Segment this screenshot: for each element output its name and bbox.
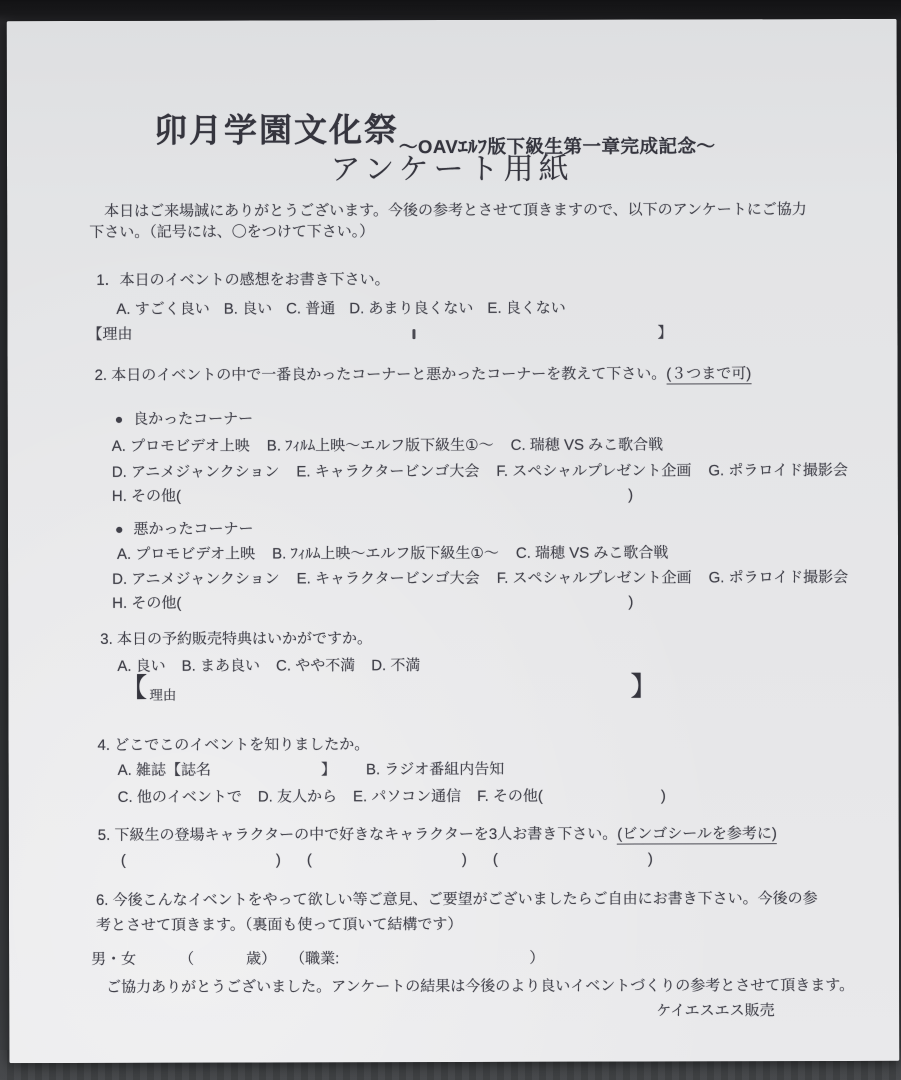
q3-option-a: A. 良い — [117, 657, 166, 675]
q1-options — [116, 299, 565, 319]
q3-reason-label: 理由 — [149, 687, 177, 703]
q2-bad-option-c: C. 瑞穂 VS みこ歌合戦 — [515, 544, 669, 562]
q2-bad-options-row2 — [112, 568, 848, 589]
q3-options — [117, 656, 420, 676]
q4-other-close: ) — [660, 787, 666, 805]
q4-magazine-open: A. 雑誌【誌名 — [117, 761, 211, 779]
q2-good-option-f: F. スペシャルプレゼント企画 — [496, 462, 692, 480]
q5-blank3-close: ) — [647, 850, 653, 868]
job-open: （職業: — [290, 950, 340, 968]
q2-good-other-blank — [181, 500, 628, 501]
q2-bad-option-f: F. スペシャルプレゼント企画 — [496, 569, 692, 587]
q4-radio-option: B. ラジオ番組内告知 — [365, 760, 505, 779]
q4-magazine-close: 】 — [320, 761, 336, 779]
q2-bad-option-e: E. キャラクタービンゴ大会 — [296, 569, 480, 588]
stray-ink-mark-icon — [412, 329, 415, 339]
q2-bad-options-row1 — [117, 543, 668, 563]
q5-blank3-open: ( — [492, 850, 498, 868]
age-open-paren: （ — [179, 950, 195, 968]
q5-answer-blanks — [121, 849, 653, 869]
q2-bad-option-other — [112, 593, 633, 613]
age-close: 歳） — [246, 950, 277, 968]
q2-bad-other-blank — [181, 607, 628, 608]
q3-label: 3. 本日の予約販売特典はいかがですか。 — [100, 630, 372, 648]
q3-option-b: B. まあ良い — [181, 657, 261, 675]
q5-blank1-close: ) — [275, 851, 281, 869]
q2-bad-other-open: H. その他( — [112, 594, 182, 612]
q2-bad-option-d: D. アニメジャンクション — [112, 570, 280, 588]
q1-reason-field — [87, 323, 672, 344]
q5-hint-note: (ビンゴシールを参考に) — [617, 825, 777, 843]
q2-bad-option-a: A. プロモビデオ上映 — [117, 545, 256, 563]
q1-option-e: E. 良くない — [487, 299, 566, 317]
q4-option-c: C. 他のイベントで — [117, 788, 242, 806]
q6-label: 6. 今後こんなイベントをやって欲しい等ご意見、ご要望がございましたらご自由にお書き下さい。今後の参考とさせて頂きます。（裏面も使って頂いて結構です） — [95, 890, 818, 934]
q2-label — [95, 364, 752, 385]
questionnaire-paper — [7, 19, 900, 1063]
q2-good-options-row1 — [112, 435, 663, 455]
q5-blank2-close: ) — [461, 850, 467, 868]
q2-good-option-other — [112, 486, 633, 506]
q4-option-d: D. 友人から — [257, 788, 338, 806]
event-subtitle: ～OAVｴﾙﾌ版下級生第一章完成記念～ — [398, 135, 716, 158]
q2-good-option-a: A. プロモビデオ上映 — [111, 437, 250, 455]
q1-option-b: B. 良い — [223, 300, 273, 318]
demographics-line — [91, 949, 544, 969]
form-title: アンケート用紙 — [330, 152, 574, 187]
q2-good-other-open: H. その他( — [111, 487, 182, 505]
q2-bad-option-g: G. ポラロイド撮影会 — [708, 568, 849, 587]
q2-good-header-text: 良かったコーナー — [133, 410, 254, 428]
q2-good-option-g: G. ポラロイド撮影会 — [708, 461, 848, 480]
q1-option-a: A. すごく良い — [116, 300, 210, 318]
q2-bad-other-close: ) — [628, 593, 634, 611]
q2-good-other-close: ) — [628, 486, 634, 504]
q2-bad-option-b: B. ﾌｨﾙﾑ上映～エルフ版下級生①～ — [272, 544, 499, 563]
q2-good-corner-header — [115, 410, 254, 429]
event-title: 卯月学園文化祭 — [153, 111, 399, 149]
q1-option-c: C. 普通 — [286, 300, 336, 318]
bullet-icon: ● — [114, 520, 124, 537]
job-close: ） — [529, 949, 545, 967]
q4-row1 — [118, 760, 505, 780]
q4-label: 4. どこでこのイベントを知りましたか。 — [97, 736, 370, 754]
intro-text: 本日はご来場誠にありがとうございます。今後の参考とさせて頂きますので、以下のアンケートにご協力下さい。（記号には、〇をつけて下さい。） — [89, 201, 807, 241]
q4-option-e: E. パソコン通信 — [352, 787, 462, 806]
q1-reason-close-bracket: 】 — [657, 324, 673, 342]
q5-label — [98, 824, 777, 845]
thanks-text: ご協力ありがとうございました。アンケートの結果は今後のより良いイベントづくりの参考とさせて頂きます。 — [106, 976, 855, 996]
q2-bad-corner-header — [115, 520, 254, 539]
q1-reason-open-bracket: 【理由 — [87, 325, 133, 343]
q2-good-option-d: D. アニメジャンクション — [111, 463, 280, 481]
q2-good-option-e: E. キャラクタービンゴ大会 — [296, 462, 480, 481]
q3-reason-field — [120, 673, 657, 701]
q1-label: 1．本日のイベントの感想をお書き下さい。 — [96, 271, 390, 289]
q3-option-d: D. 不満 — [371, 657, 421, 675]
q2-good-option-c: C. 瑞穂 VS みこ歌合戦 — [510, 436, 664, 454]
gender-label: 男・女 — [91, 950, 137, 968]
q2-label-text: 2. 本日のイベントの中で一番良かったコーナーと悪かったコーナーを教えて下さい。 — [94, 365, 667, 384]
q5-blank2-open: ( — [306, 851, 312, 869]
q2-good-options-row2 — [112, 461, 848, 482]
q1-option-d: D. あまり良くない — [349, 299, 474, 318]
q4-row2 — [118, 786, 666, 806]
q5-label-text: 5. 下級生の登場キャラクターの中で好きなキャラクターを3人お書き下さい。 — [97, 825, 618, 844]
q4-other-open: F. その他( — [477, 787, 543, 805]
bullet-icon: ● — [114, 410, 124, 427]
q3-option-c: C. やや不満 — [275, 657, 356, 675]
q5-blank1-open: ( — [120, 851, 126, 869]
publisher-name: ケイエスエス販売 — [656, 1002, 775, 1020]
q2-limit-note: (３つまで可) — [666, 365, 752, 383]
q2-good-option-b: B. ﾌｨﾙﾑ上映～エルフ版下級生①～ — [266, 436, 494, 455]
q3-reason-close-bracket: 】 — [630, 671, 658, 702]
q3-reason-open-bracket: 【 — [120, 672, 148, 703]
q2-bad-header-text: 悪かったコーナー — [133, 520, 254, 538]
